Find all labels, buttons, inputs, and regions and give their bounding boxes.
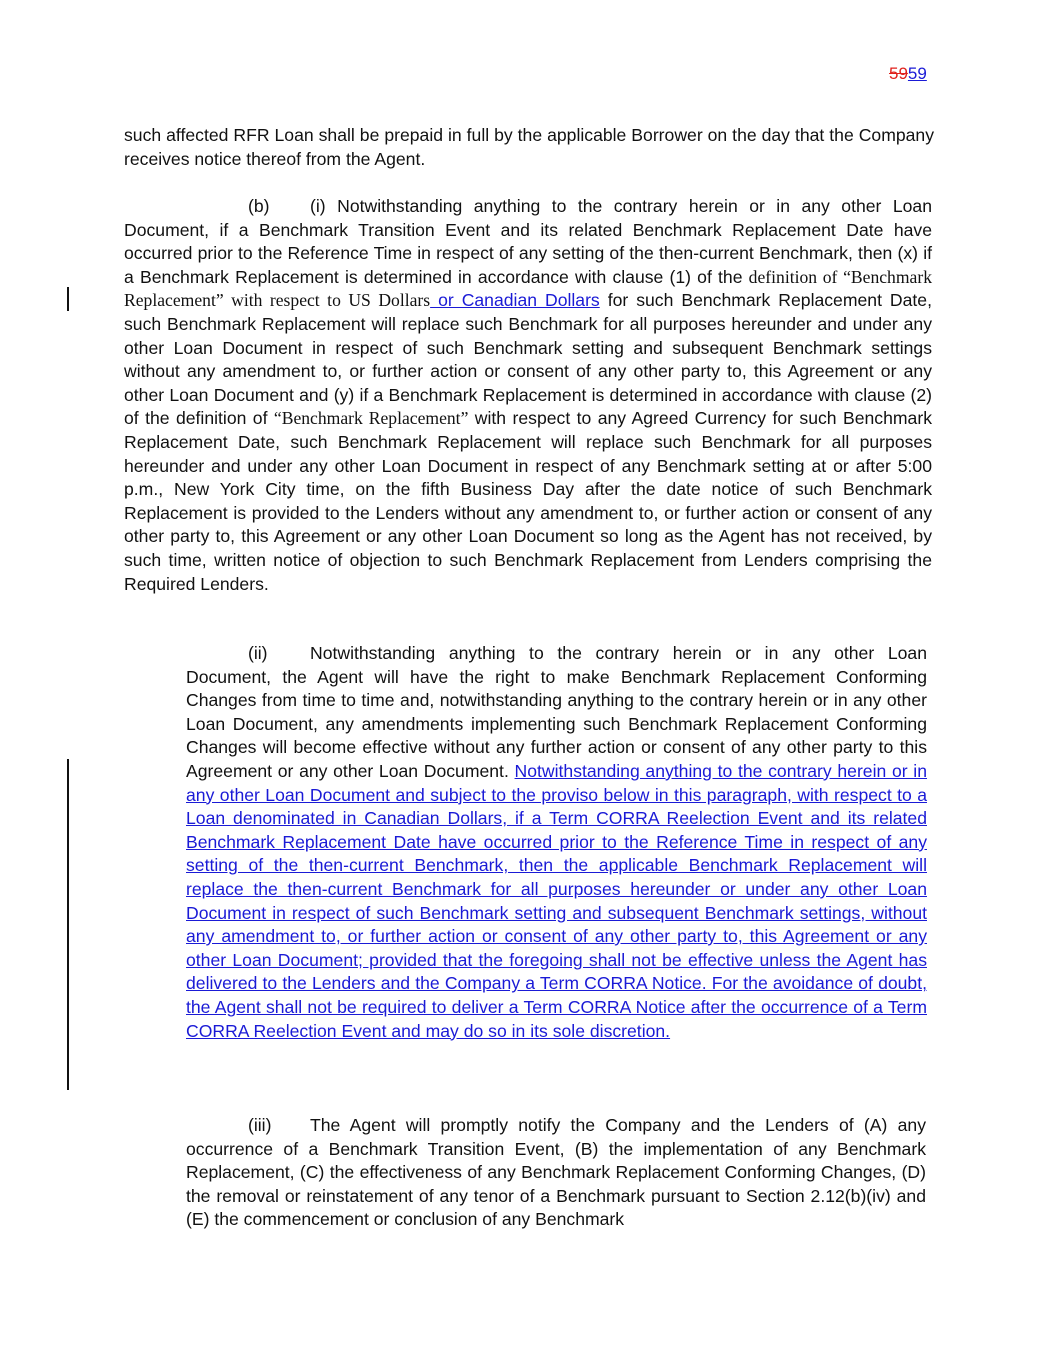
inserted-canadian-dollars: or Canadian Dollars — [430, 290, 600, 311]
paragraph-intro: such affected RFR Loan shall be prepaid in full by the applicable Borrower on the day that the Company receives notice thereof from the Agent. — [124, 125, 934, 169]
inserted-page-number: 59 — [907, 64, 927, 83]
paragraph-b-serif-1: definition of “Benchmark Replacement” with respect to US Dollars — [124, 266, 933, 311]
deleted-page-number: 59 — [889, 64, 908, 83]
change-bar-b — [67, 287, 69, 311]
change-bar-ii — [67, 759, 69, 1090]
paragraph-b-text-2: for such Benchmark Replacement Date, such Benchmark Replacement will replace such Benchmark for all purposes hereunder and under any other Loan Document in respect of such Benchmark setting and subsequent Benchmark settings without any amendment to, or further action or consent of any other party to, this Agreement or any other Loan Document and (y) if a Benchmark Replacement is determined in accordance with clause (2) of the definition of — [124, 290, 932, 429]
paragraph-b — [124, 195, 932, 596]
label-b: (b) — [248, 196, 270, 216]
paragraph-ii — [186, 642, 927, 1043]
inserted-term-corra-provision: Notwithstanding anything to the contrary herein or in any other Loan Document and subject to the proviso below in this paragraph, with respect to a Loan denominated in Canadian Dollars, if a Term CORRA Reelection Event and its related Benchmark Replacement Date have occurred prior to the Reference Time in respect of any setting of the then-current Benchmark, then the applicable Benchmark Replacement will replace the then-current Benchmark for all purposes hereunder or under any other Loan Document in respect of such Benchmark setting and subsequent Benchmark settings, without any amendment to, or further action or consent of any other party to, this Agreement or any other Loan Document; provided that the foregoing shall not be effective unless the Agent has delivered to the Lenders and the Company a Term CORRA Notice. For the avoidance of doubt, the Agent shall not be required to deliver a Term CORRA Notice after the occurrence of a Term CORRA Reelection Event and may do so in its sole discretion. — [186, 760, 928, 1041]
page-number — [889, 64, 927, 84]
paragraph-b-serif-2: “Benchmark Replacement” — [273, 408, 469, 429]
label-ii: (ii) — [248, 643, 268, 663]
label-iii: (iii) — [248, 1115, 272, 1135]
paragraph-iii-text: The Agent will promptly notify the Company and the Lenders of (A) any occurrence of a Benchmark Transition Event, (B) the implementation of any Benchmark Replacement, (C) the effectiveness of any Benchmark Replacement Conforming Changes, (D) the removal or reinstatement of any tenor of a Benchmark pursuant to Section 2.12(b)(iv) and (E) the commencement or conclusion of any Benchmark — [186, 1115, 926, 1230]
paragraph-iii — [186, 1114, 926, 1232]
paragraph-b-text-3: with respect to any Agreed Currency for such Benchmark Replacement Date, such Benchmark Replacement will replace such Benchmark for all purposes hereunder and under any other Loan Document in respect of any Benchmark setting at or after 5:00 p.m., New York City time, on the fifth Business Day after the date notice of such Benchmark Replacement is provided to the Lenders without any amendment to, or further action or consent of any other party to, this Agreement or any other Loan Document so long as the Agent has not received, by such time, written notice of objection to such Benchmark Replacement from Lenders comprising the Required Lenders. — [124, 408, 932, 594]
paragraph-ii-text: Notwithstanding anything to the contrary herein or in any other Loan Document, the Agent will have the right to make Benchmark Replacement Conforming Changes from time to time and, notwithstanding anything to the contrary herein or in any other Loan Document, any amendments implementing such Benchmark Replacement Conforming Changes will become effective without any further action or consent of any other party to this Agreement or any other Loan Document. — [186, 643, 927, 781]
paragraph-b-text-1: Notwithstanding anything to the contrary herein or in any other Loan Document, if a Benchmark Transition Event and its related Benchmark Replacement Date have occurred prior to the Reference Time in respect of any setting of the then-current Benchmark, then (x) if a Benchmark Replacement is determined in accordance with clause (1) of the — [124, 196, 932, 287]
label-b-i: (i) — [310, 196, 326, 216]
